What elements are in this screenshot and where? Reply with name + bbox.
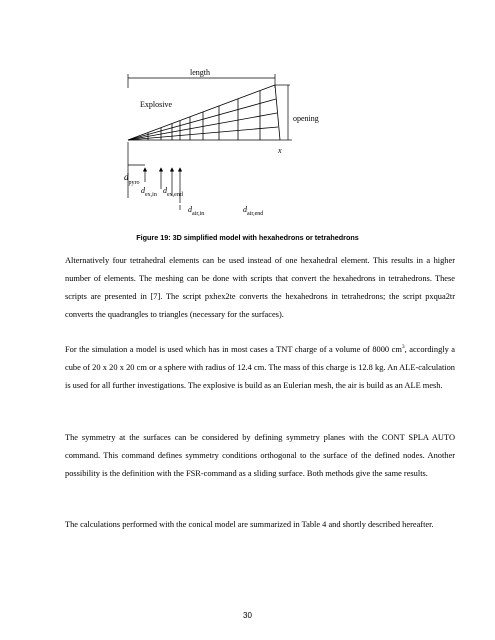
paragraph-2 [65,341,455,395]
x-axis-label: x [278,146,282,155]
paragraph-2-end: , accordingly a cube of 20 x 20 x 20 cm or a sphere with radius of 12.4 cm. The mass of this charge is 12.8 kg. An ALE-calculation is used for all further investigations. The explosive is build as an Eulerian mesh, the air is build as an ALE mesh. [65,345,455,390]
paragraph-1: Alternatively four tetrahedral elements can be used instead of one hexahedral element. This results in a higher number of elements. The meshing can be done with scripts that convert the hexahedrons in tetrahedrons. These scripts are presented in [7]. The script pxhex2te converts the hexahedrons in tetrahedrons; the script pxqua2tr converts the quadrangles to triangles (necessary for the surfaces). [65,256,455,319]
paragraph-4: The calculations performed with the conical model are summarized in Table 4 and shortly described hereafter. [65,520,434,529]
conical-model-figure [0,0,495,235]
d-air-end-label: $d_{air,end}$ [243,205,264,217]
d-pyro-label: $d_{pyro}$ [124,172,140,186]
opening-label: opening [293,114,319,123]
diameter-dimensions [128,142,180,210]
d-air-in-label: $d_{air,in}$ [188,205,205,217]
paragraph-2-start: For the simulation a model is used which has in most cases a TNT charge of a volume of 8000 cm [65,345,402,354]
d-ex-end-label: $d_{ex,end}$ [163,186,183,198]
cubic-superscript: 3 [401,344,405,351]
length-label: length [190,68,210,77]
paragraph-3: The symmetry at the surfaces can be considered by defining symmetry planes with the CONT SPLA AUTO command. This command defines symmetry conditions orthogonal to the surface of the defined nodes. Another possibility is the definition with the FSR-command as a sliding surface. Both methods give the same results. [65,433,455,478]
page-number: 30 [243,611,252,620]
d-ex-in-label: $d_{ex,in}$ [141,186,157,198]
figure-caption: Figure 19: 3D simplified model with hexahedrons or tetrahedrons [136,233,359,242]
explosive-label: Explosive [140,100,172,109]
cone-mesh [128,85,280,140]
